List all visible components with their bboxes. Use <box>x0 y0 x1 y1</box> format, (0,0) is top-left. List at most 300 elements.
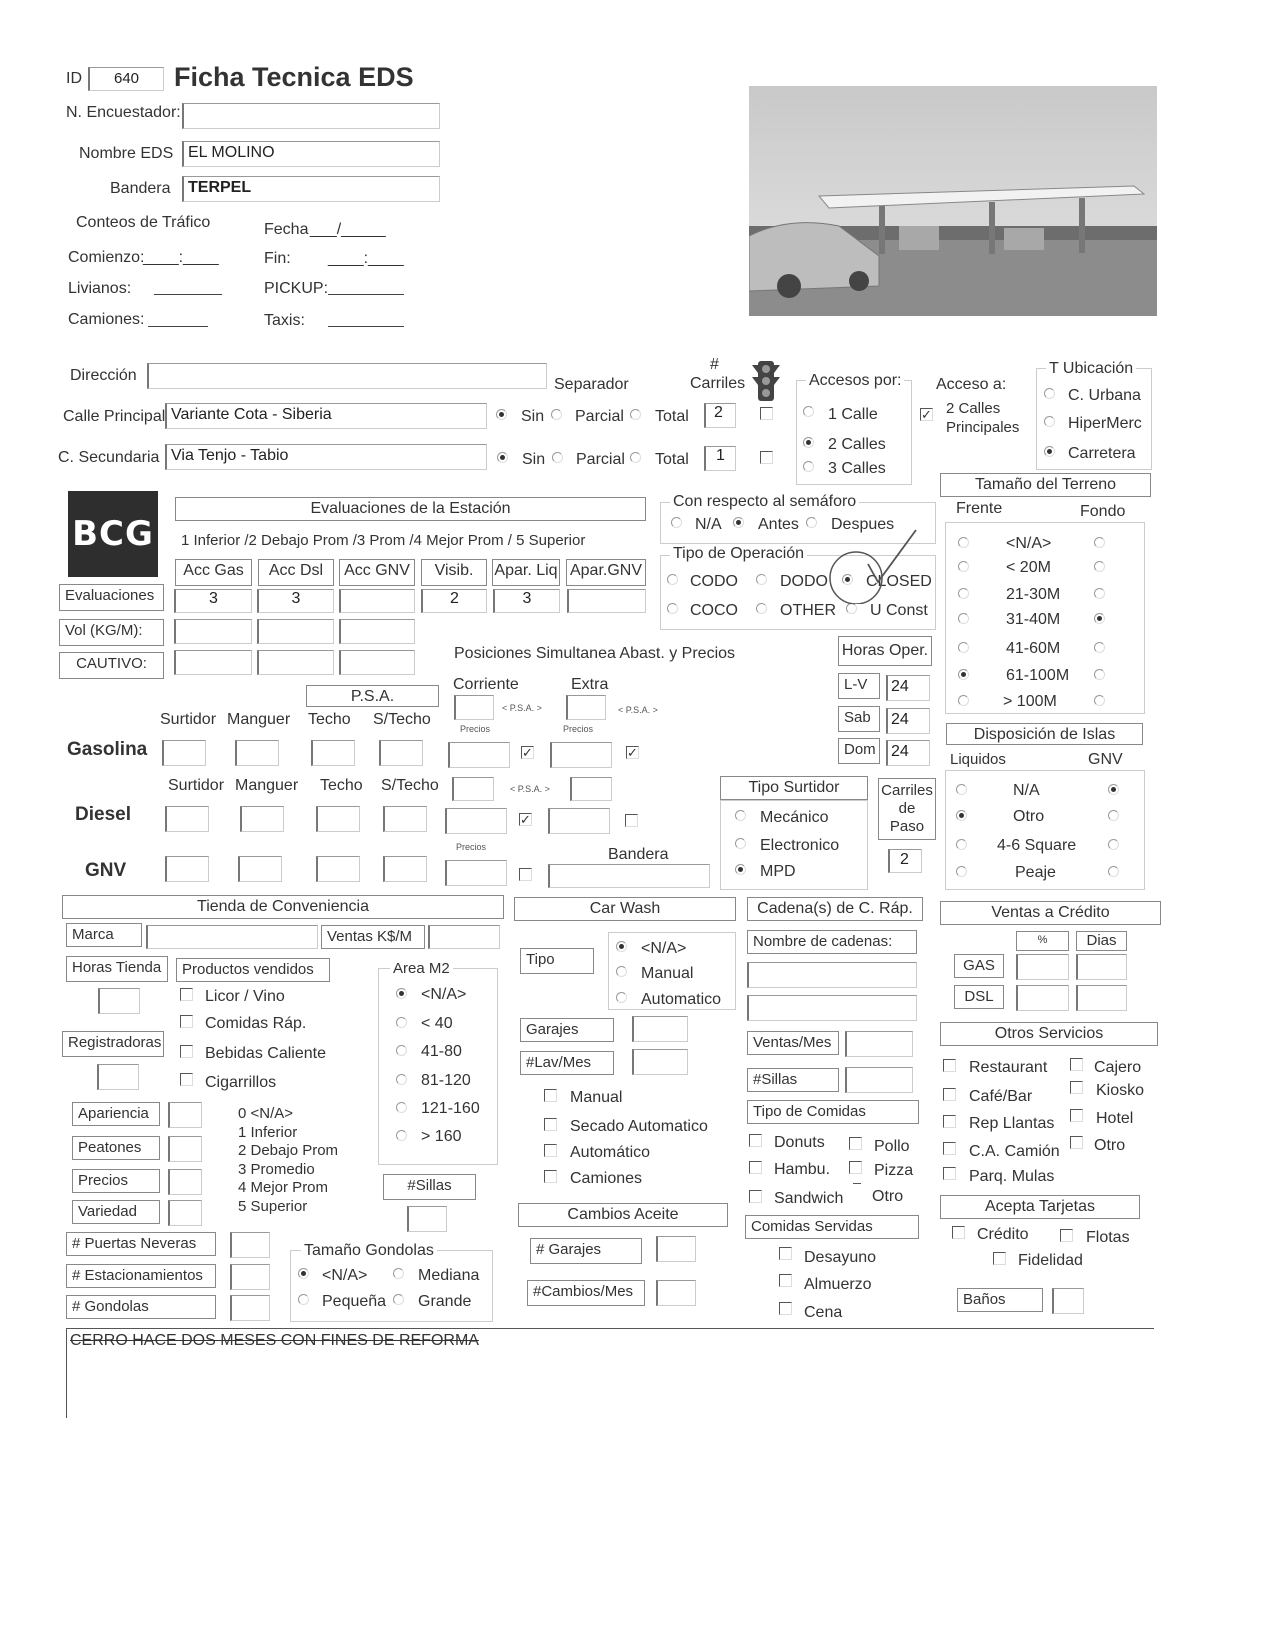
aceite-garajes-field[interactable] <box>656 1236 696 1262</box>
otros-kiosko-checkbox[interactable] <box>1070 1081 1083 1094</box>
banos-label: Baños <box>957 1288 1043 1312</box>
terreno-fondo-radio[interactable] <box>1094 613 1105 624</box>
dsl-psa-extra-field[interactable] <box>570 777 612 801</box>
rating-scale-item: 3 Promedio <box>238 1160 315 1178</box>
rating-field[interactable] <box>168 1169 202 1195</box>
otros-cajero-label: Cajero <box>1094 1059 1142 1076</box>
carwash-garajes-field[interactable] <box>632 1016 688 1042</box>
credito-dsl-dias-field[interactable] <box>1076 985 1127 1011</box>
secundaria-semaforo-checkbox[interactable] <box>760 451 773 464</box>
dsl-manguer-field[interactable] <box>240 806 284 832</box>
otros-mulas-checkbox[interactable] <box>943 1167 956 1180</box>
horas-dom-field[interactable]: 24 <box>886 740 930 766</box>
terreno-option-label: <N/A> <box>1006 535 1052 552</box>
surtidor-title: Tipo Surtidor <box>720 776 868 800</box>
rating-label: Apariencia <box>72 1102 160 1126</box>
gas-surtidor-field[interactable] <box>162 740 206 766</box>
operacion-coco-radio[interactable] <box>667 603 678 614</box>
psa-extra-arrow: < P.S.A. > <box>618 705 658 715</box>
carwash-check-automatico[interactable] <box>544 1144 557 1157</box>
gondolas-pequena-radio[interactable] <box>298 1294 309 1305</box>
calle-total-radio[interactable] <box>630 409 641 420</box>
dsl-extra-checkbox[interactable] <box>625 814 638 827</box>
horas-sab-field[interactable]: 24 <box>886 708 930 734</box>
pickup-line[interactable] <box>328 294 404 295</box>
col-acc-dsl: Acc Dsl <box>258 559 334 586</box>
carwash-garajes-label: Garajes <box>520 1018 614 1042</box>
rating-field[interactable] <box>168 1136 202 1162</box>
dsl-precios-label: Precios <box>456 842 487 852</box>
gas-precio-extra-field[interactable] <box>550 742 612 768</box>
operacion-dodo-radio[interactable] <box>756 574 767 585</box>
comida-hambu-label: Hambu. <box>774 1161 831 1178</box>
carwash-automatico-radio[interactable] <box>616 992 627 1003</box>
gnv-precio-checkbox[interactable] <box>519 868 532 881</box>
terreno-fondo-radio[interactable] <box>1094 588 1105 599</box>
comida-sandwich-checkbox[interactable] <box>749 1190 762 1203</box>
operacion-other-label: OTHER <box>780 602 836 619</box>
comida-otro-label: Otro <box>872 1188 904 1205</box>
count-field[interactable] <box>230 1295 270 1321</box>
operacion-other-radio[interactable] <box>756 603 767 614</box>
producto-bebidas-checkbox[interactable] <box>180 1045 193 1058</box>
eval-apar-gnv-field[interactable] <box>567 589 646 613</box>
otros-cafe-label: Café/Bar <box>969 1088 1033 1105</box>
acceso-a-label: Acceso a: <box>936 376 1007 393</box>
producto-licor-label: Licor / Vino <box>205 988 285 1005</box>
servida-almuerzo-checkbox[interactable] <box>779 1274 792 1287</box>
count-label: # Gondolas <box>66 1295 216 1319</box>
gas-col-manguer: Manguer <box>227 711 291 728</box>
dsl-precio-field[interactable] <box>445 808 507 834</box>
carriles-paso-header <box>878 778 936 840</box>
rating-field[interactable] <box>168 1200 202 1226</box>
terreno-fondo-radio[interactable] <box>1094 695 1105 706</box>
tienda-marca-label: Marca <box>66 923 142 947</box>
cautivo-gas-field[interactable] <box>174 650 252 675</box>
gnv-surtidor-field[interactable] <box>165 856 209 882</box>
semaforo-na-radio[interactable] <box>671 517 682 528</box>
rating-label: Variedad <box>72 1200 160 1224</box>
psa-corriente-arrow: < P.S.A. > <box>502 703 542 713</box>
servida-desayuno-label: Desayuno <box>804 1249 877 1266</box>
accesos-3-radio[interactable] <box>803 461 814 472</box>
comida-donuts-checkbox[interactable] <box>749 1134 762 1147</box>
camiones-label: Camiones: <box>68 311 145 328</box>
surtidor-electronico-radio[interactable] <box>735 838 746 849</box>
terreno-frente-label: Frente <box>956 500 1003 517</box>
carwash-check-automatico-label: Automático <box>570 1144 651 1161</box>
vol-gnv-field[interactable] <box>339 619 415 644</box>
horas-sab-label: Sab <box>838 706 880 732</box>
pickup-label: PICKUP: <box>264 280 329 297</box>
producto-comidas-label: Comidas Ráp. <box>205 1015 307 1032</box>
credito-title: Ventas a Crédito <box>940 901 1161 925</box>
area-radio[interactable] <box>396 1130 407 1141</box>
terreno-option-label: < 20M <box>1006 559 1051 576</box>
surtidor-mecanico-radio[interactable] <box>735 810 746 821</box>
gondolas-grande-label: Grande <box>418 1293 472 1310</box>
gondolas-title: Tamaño Gondolas <box>301 1242 437 1260</box>
otros-restaurant-checkbox[interactable] <box>943 1059 956 1072</box>
credito-gas-dias-field[interactable] <box>1076 954 1127 980</box>
secundaria-sin-label: Sin <box>522 451 546 468</box>
carriles-paso-line1: Carriles <box>881 782 933 799</box>
islas-option-label: Peaje <box>1015 864 1056 881</box>
gnv-bandera-field[interactable] <box>548 864 710 888</box>
eval-visib-field[interactable]: 2 <box>421 589 487 613</box>
islas-liquidos-radio[interactable] <box>956 784 967 795</box>
evaluaciones-title: Evaluaciones de la Estación <box>175 497 646 521</box>
tienda-sillas-field[interactable] <box>407 1206 447 1232</box>
cadenas-ventas-field[interactable] <box>845 1031 913 1057</box>
calle-sin-radio[interactable] <box>496 409 507 420</box>
comida-pizza-label: Pizza <box>874 1162 914 1179</box>
t-ubicacion-urbana-label: C. Urbana <box>1068 387 1141 404</box>
secundaria-parcial-radio[interactable] <box>552 452 563 463</box>
taxis-line[interactable] <box>328 326 404 327</box>
count-label: # Puertas Neveras <box>66 1232 216 1256</box>
islas-liquidos-radio[interactable] <box>956 866 967 877</box>
tipo-comidas-label: Tipo de Comidas <box>747 1100 919 1124</box>
area-radio[interactable] <box>396 1045 407 1056</box>
operacion-closed-label: CLOSED <box>866 573 932 590</box>
terreno-frente-radio[interactable] <box>958 588 969 599</box>
carwash-na-label: <N/A> <box>641 940 687 957</box>
aceite-title: Cambios Aceite <box>518 1203 728 1227</box>
t-ubicacion-carretera-radio[interactable] <box>1044 446 1055 457</box>
registradoras-label: Registradoras <box>62 1031 164 1057</box>
aceite-cambios-label: #Cambios/Mes <box>527 1280 645 1306</box>
vol-dsl-field[interactable] <box>257 619 334 644</box>
dsl-surtidor-field[interactable] <box>165 806 209 832</box>
encuestador-field[interactable] <box>182 103 440 129</box>
producto-cigarrillos-checkbox[interactable] <box>180 1073 193 1086</box>
tienda-ventas-label: Ventas K$/M <box>321 925 425 949</box>
carwash-check-secado[interactable] <box>544 1118 557 1131</box>
count-field[interactable] <box>230 1264 270 1290</box>
dsl-techo-field[interactable] <box>316 806 360 832</box>
islas-gnv-radio[interactable] <box>1108 784 1119 795</box>
tienda-title: Tienda de Conveniencia <box>62 895 504 919</box>
eval-acc-dsl-field[interactable]: 3 <box>257 589 334 613</box>
area-radio[interactable] <box>396 1102 407 1113</box>
calle-parcial-radio[interactable] <box>551 409 562 420</box>
fin-value[interactable]: ____:____ <box>328 250 404 267</box>
otros-mulas-label: Parq. Mulas <box>969 1168 1055 1185</box>
psa-extra-field[interactable] <box>566 695 606 720</box>
calle-carriles-field[interactable]: 2 <box>704 403 736 428</box>
cadenas-ventas-label: Ventas/Mes <box>747 1031 839 1055</box>
extra-label: Extra <box>571 676 609 693</box>
servida-desayuno-checkbox[interactable] <box>779 1247 792 1260</box>
area-option-label: 121-160 <box>421 1100 480 1117</box>
count-label: # Estacionamientos <box>66 1264 216 1288</box>
calle-total-label: Total <box>655 408 689 425</box>
secundaria-carriles-field[interactable]: 1 <box>704 446 736 471</box>
vol-gas-field[interactable] <box>174 619 252 644</box>
terreno-fondo-radio[interactable] <box>1094 642 1105 653</box>
tarjeta-credito-checkbox[interactable] <box>952 1226 965 1239</box>
surtidor-mpd-radio[interactable] <box>735 864 746 875</box>
producto-bebidas-label: Bebidas Caliente <box>205 1045 326 1062</box>
gondolas-mediana-label: Mediana <box>418 1267 480 1284</box>
bandera-field[interactable]: TERPEL <box>182 176 440 202</box>
gas-extra-checkbox[interactable]: ✓ <box>627 745 638 760</box>
operacion-uconst-radio[interactable] <box>846 603 857 614</box>
terreno-frente-radio[interactable] <box>958 695 969 706</box>
terreno-fondo-radio[interactable] <box>1094 537 1105 548</box>
cadenas-nombre-field-1[interactable] <box>747 962 917 988</box>
bcg-logo: BCG <box>68 491 158 577</box>
calle-secundaria-field[interactable]: Via Tenjo - Tabio <box>165 444 487 470</box>
dsl-col-techo: Techo <box>320 777 363 794</box>
gnv-precio-field[interactable] <box>445 860 507 886</box>
comida-donuts-label: Donuts <box>774 1134 825 1151</box>
islas-liquidos-radio[interactable] <box>956 839 967 850</box>
islas-liquidos-radio[interactable] <box>956 810 967 821</box>
eval-acc-gas-field[interactable]: 3 <box>174 589 252 613</box>
terreno-frente-radio[interactable] <box>958 561 969 572</box>
producto-comidas-checkbox[interactable] <box>180 1015 193 1028</box>
operacion-codo-radio[interactable] <box>667 574 678 585</box>
comida-hambu-checkbox[interactable] <box>749 1161 762 1174</box>
acceso-a-line1: 2 Calles <box>946 400 1001 417</box>
gas-precio-corriente-field[interactable] <box>448 742 510 768</box>
secundaria-sin-radio[interactable] <box>497 452 508 463</box>
area-option-label: < 40 <box>421 1015 453 1032</box>
rating-label: Precios <box>72 1169 160 1193</box>
gas-col-techo: Techo <box>308 711 351 728</box>
trafico-title: Conteos de Tráfico <box>76 214 211 231</box>
credito-gas-label: GAS <box>954 954 1004 978</box>
islas-gnv-radio[interactable] <box>1108 839 1119 850</box>
cadenas-sillas-label: #Sillas <box>747 1068 839 1092</box>
accesos-1-radio[interactable] <box>803 406 814 417</box>
accesos-2-radio[interactable] <box>803 437 814 448</box>
operacion-uconst-label: U Const <box>870 602 928 619</box>
gas-techo-field[interactable] <box>311 740 355 766</box>
rating-scale-item: 4 Mejor Prom <box>238 1179 329 1196</box>
gas-manguer-field[interactable] <box>235 740 279 766</box>
dsl-precio-checkbox[interactable]: ✓ <box>520 812 531 827</box>
aceite-cambios-field[interactable] <box>656 1280 696 1306</box>
bandera-label: Bandera <box>110 180 171 197</box>
direccion-field[interactable] <box>147 363 547 389</box>
carriles-paso-field[interactable]: 2 <box>888 849 922 873</box>
col-acc-gnv: Acc GNV <box>339 559 415 586</box>
observaciones-area[interactable] <box>66 1328 1154 1418</box>
semaforo-antes-radio[interactable] <box>733 517 744 528</box>
rating-scale-item: 0 <N/A> <box>238 1105 294 1122</box>
tarjeta-flotas-label: Flotas <box>1086 1229 1130 1246</box>
camiones-line[interactable] <box>148 326 208 327</box>
carwash-na-radio[interactable] <box>616 941 627 952</box>
fecha-value[interactable]: ___/_____ <box>310 221 386 238</box>
otros-llantas-checkbox[interactable] <box>943 1115 956 1128</box>
carwash-lav-field[interactable] <box>632 1049 688 1075</box>
area-radio[interactable] <box>396 1017 407 1028</box>
horas-lv-field[interactable]: 24 <box>886 675 930 701</box>
terreno-frente-radio[interactable] <box>958 669 969 680</box>
servida-cena-label: Cena <box>804 1304 843 1321</box>
tarjetas-title: Acepta Tarjetas <box>940 1195 1140 1219</box>
rating-field[interactable] <box>168 1102 202 1128</box>
handwritten-check-mark <box>828 524 922 604</box>
dsl-stecho-field[interactable] <box>383 806 427 832</box>
gondolas-mediana-radio[interactable] <box>393 1268 404 1279</box>
gas-corriente-checkbox[interactable]: ✓ <box>522 745 533 760</box>
carwash-manual-label: Manual <box>641 965 694 982</box>
terreno-frente-radio[interactable] <box>958 613 969 624</box>
corriente-label: Corriente <box>453 676 519 693</box>
comida-pizza-checkbox[interactable] <box>849 1161 862 1174</box>
gondolas-na-radio[interactable] <box>298 1268 309 1279</box>
evaluaciones-scale: 1 Inferior /2 Debajo Prom /3 Prom /4 Mejor Prom / 5 Superior <box>181 532 586 549</box>
otros-cafe-checkbox[interactable] <box>943 1088 956 1101</box>
t-ubicacion-title: T Ubicación <box>1046 360 1136 378</box>
operacion-codo-label: CODO <box>690 573 738 590</box>
horas-tienda-field[interactable] <box>98 988 140 1014</box>
comida-pollo-checkbox[interactable] <box>849 1137 862 1150</box>
gnv-bandera-label: Bandera <box>608 846 669 863</box>
gnv-stecho-field[interactable] <box>383 856 427 882</box>
carwash-check-camiones-label: Camiones <box>570 1170 643 1187</box>
horas-lv-label: L-V <box>838 673 880 699</box>
tienda-ventas-field[interactable] <box>428 925 500 949</box>
area-radio[interactable] <box>396 1074 407 1085</box>
otros-camion-checkbox[interactable] <box>943 1142 956 1155</box>
comienzo-value[interactable]: ____:____ <box>143 249 219 266</box>
gas-stecho-field[interactable] <box>379 740 423 766</box>
carwash-check-manual-label: Manual <box>570 1089 623 1106</box>
col-apar-liq: Apar. Liq <box>492 559 560 586</box>
comida-pollo-label: Pollo <box>874 1138 910 1155</box>
gas-col-surtidor: Surtidor <box>160 711 217 728</box>
acceso-a-checkbox[interactable]: ✓ <box>921 407 932 422</box>
secundaria-total-label: Total <box>655 451 689 468</box>
carriles-paso-line3: Paso <box>889 818 925 835</box>
islas-liquidos-label: Liquidos <box>950 751 1006 768</box>
carwash-manual-radio[interactable] <box>616 966 627 977</box>
t-ubicacion-hipermerc-radio[interactable] <box>1044 416 1055 427</box>
secundaria-total-radio[interactable] <box>630 452 641 463</box>
servida-cena-checkbox[interactable] <box>779 1302 792 1315</box>
id-field[interactable]: 640 <box>88 67 164 91</box>
calle-semaforo-checkbox[interactable] <box>760 407 773 420</box>
terreno-fondo-radio[interactable] <box>1094 669 1105 680</box>
otros-hotel-checkbox[interactable] <box>1070 1109 1083 1122</box>
carwash-check-manual[interactable] <box>544 1089 557 1102</box>
otros-title: Otros Servicios <box>940 1022 1158 1046</box>
operacion-title: Tipo de Operación <box>670 545 807 563</box>
servida-almuerzo-label: Almuerzo <box>804 1276 872 1293</box>
eval-apar-liq-field[interactable]: 3 <box>493 589 560 613</box>
otros-otro-checkbox[interactable] <box>1070 1136 1083 1149</box>
cautivo-dsl-field[interactable] <box>257 650 334 675</box>
credito-dsl-pct-field[interactable] <box>1016 985 1069 1011</box>
otros-camion-label: C.A. Camión <box>969 1143 1060 1160</box>
gondolas-pequena-label: Pequeña <box>322 1293 387 1310</box>
dsl-precio-extra-field[interactable] <box>548 808 610 834</box>
credito-gas-pct-field[interactable] <box>1016 954 1069 980</box>
operacion-coco-label: COCO <box>690 602 738 619</box>
cautivo-gnv-field[interactable] <box>339 650 415 675</box>
islas-option-label: Otro <box>1013 808 1045 825</box>
comienzo-label: Comienzo: <box>68 249 145 266</box>
psa-corriente-field[interactable] <box>454 695 494 720</box>
surtidor-mecanico-label: Mecánico <box>760 809 829 826</box>
terreno-frente-radio[interactable] <box>958 642 969 653</box>
area-radio[interactable] <box>396 988 407 999</box>
registradoras-field[interactable] <box>97 1064 139 1090</box>
operacion-dodo-label: DODO <box>780 573 828 590</box>
cadenas-sillas-field[interactable] <box>845 1067 913 1093</box>
semaforo-despues-label: Despues <box>831 516 895 533</box>
comida-otro-checkbox[interactable] <box>853 1183 861 1196</box>
separador-label: Separador <box>554 376 629 393</box>
terreno-fondo-radio[interactable] <box>1094 561 1105 572</box>
otros-cajero-checkbox[interactable] <box>1070 1058 1083 1071</box>
terreno-frente-radio[interactable] <box>958 537 969 548</box>
accesos-2-label: 2 Calles <box>828 436 886 453</box>
semaforo-despues-radio[interactable] <box>806 517 817 528</box>
calle-principal-field[interactable]: Variante Cota - Siberia <box>165 403 487 429</box>
horas-dom-label: Dom <box>838 738 880 764</box>
station-photo <box>749 86 1157 316</box>
t-ubicacion-urbana-radio[interactable] <box>1044 388 1055 399</box>
carwash-check-camiones[interactable] <box>544 1170 557 1183</box>
calle-secundaria-label: C. Secundaria <box>58 449 160 466</box>
livianos-line[interactable] <box>154 294 222 295</box>
count-field[interactable] <box>230 1232 270 1258</box>
islas-title: Disposición de Islas <box>946 723 1143 745</box>
nombre-eds-field[interactable]: EL MOLINO <box>182 141 440 167</box>
comidas-servidas-label: Comidas Servidas <box>745 1215 919 1239</box>
livianos-label: Livianos: <box>68 280 132 297</box>
dsl-col-stecho: S/Techo <box>381 777 439 794</box>
semaforo-na-label: N/A <box>695 516 722 533</box>
tienda-marca-field[interactable] <box>146 925 318 949</box>
producto-licor-checkbox[interactable] <box>180 988 193 1001</box>
tarjeta-fidelidad-checkbox[interactable] <box>993 1252 1006 1265</box>
calle-principal-label: Calle Principal <box>63 408 166 425</box>
cadenas-nombre-field-2[interactable] <box>747 995 917 1021</box>
eval-acc-gnv-field[interactable] <box>339 589 415 613</box>
posiciones-title: Posiciones Simultanea Abast. y Precios <box>454 645 736 662</box>
nombre-eds-label: Nombre EDS <box>79 145 174 162</box>
gondolas-grande-radio[interactable] <box>393 1294 404 1305</box>
semaforo-antes-label: Antes <box>758 516 799 533</box>
islas-gnv-radio[interactable] <box>1108 866 1119 877</box>
banos-field[interactable] <box>1052 1288 1084 1314</box>
gnv-techo-field[interactable] <box>316 856 360 882</box>
fin-label: Fin: <box>264 250 291 267</box>
aceite-garajes-label: # Garajes <box>530 1238 642 1264</box>
tarjeta-flotas-checkbox[interactable] <box>1060 1229 1073 1242</box>
gnv-manguer-field[interactable] <box>238 856 282 882</box>
gondolas-na-label: <N/A> <box>322 1267 368 1284</box>
carwash-lav-label: #Lav/Mes <box>520 1051 614 1075</box>
islas-gnv-radio[interactable] <box>1108 810 1119 821</box>
dsl-psa-field[interactable] <box>452 777 494 801</box>
islas-option-label: 4-6 Square <box>997 837 1077 854</box>
col-visib: Visib. <box>421 559 487 586</box>
encuestador-label: N. Encuestador: <box>66 104 181 121</box>
terreno-option-label: 41-60M <box>1006 640 1061 657</box>
tarjeta-fidelidad-label: Fidelidad <box>1018 1252 1083 1269</box>
tarjeta-credito-label: Crédito <box>977 1226 1029 1243</box>
